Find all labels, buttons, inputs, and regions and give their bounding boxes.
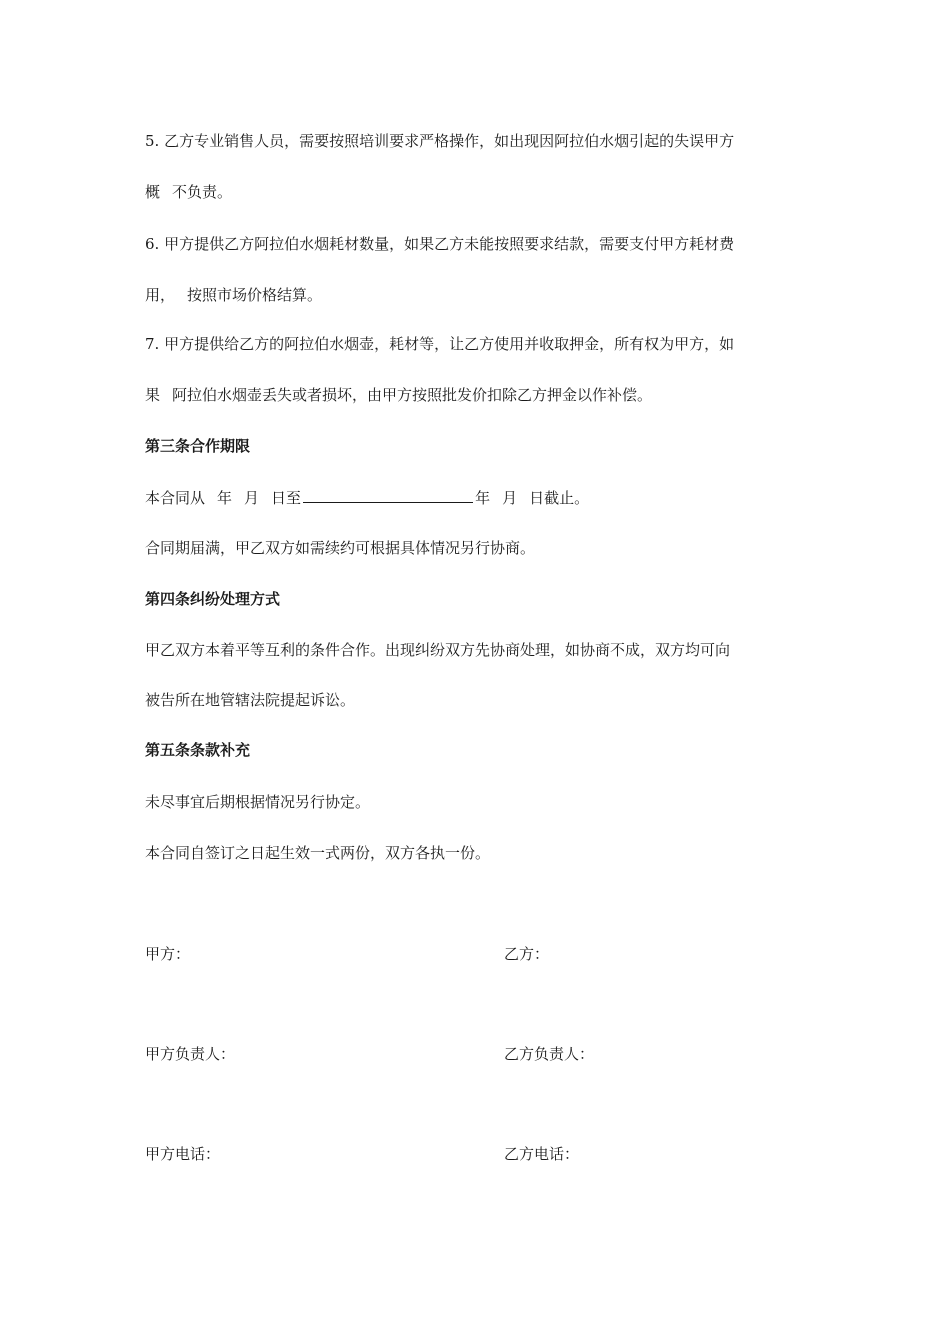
dispute-line-1: 甲乙双方本着平等互利的条件合作。出现纠纷双方先协商处理，如协商不成，双方均可向	[145, 641, 731, 659]
term-from: 本合同从	[145, 489, 206, 507]
clause-5-line-2-b: 不负责。	[172, 183, 233, 201]
clause-6-line-1: 6. 甲方提供乙方阿拉伯水烟耗材数量，如果乙方未能按照要求结款，需要支付甲方耗材费	[145, 235, 735, 253]
term-year-2: 年	[475, 489, 491, 507]
clause-7-line-2-b: 阿拉伯水烟壶丢失或者损坏，由甲方按照批发价扣除乙方押金以作补偿。	[172, 386, 653, 404]
term-month-1: 月	[244, 489, 260, 507]
clause-5-line-2-a: 概	[145, 183, 161, 201]
clause-6-line-2-b: 按照市场价格结算。	[187, 286, 323, 304]
article-5-heading: 第五条条款补充	[145, 741, 251, 759]
party-b-phone-label: 乙方电话：	[504, 1145, 580, 1163]
term-day-2: 日截止。	[529, 489, 590, 507]
renewal-line: 合同期届满，甲乙双方如需续约可根据具体情况另行协商。	[145, 539, 536, 557]
party-a-label: 甲方：	[145, 945, 191, 963]
party-b-rep-label: 乙方负责人：	[504, 1045, 595, 1063]
term-year-1: 年	[217, 489, 233, 507]
clause-7-line-1: 7. 甲方提供给乙方的阿拉伯水烟壶，耗材等，让乙方使用并收取押金，所有权为甲方，如	[145, 335, 735, 353]
party-b-label: 乙方：	[504, 945, 550, 963]
clause-6-line-2-a: 用，	[145, 286, 176, 304]
clause-5-line-2	[145, 182, 825, 202]
article-4-heading: 第四条纠纷处理方式	[145, 590, 281, 608]
clause-6-line-2	[145, 285, 825, 305]
party-a-phone-label: 甲方电话：	[145, 1145, 221, 1163]
clause-7-line-2	[145, 385, 825, 405]
contract-term-line	[145, 487, 825, 508]
supplement-line-2: 本合同自签订之日起生效一式两份，双方各执一份。	[145, 844, 491, 862]
supplement-line-1: 未尽事宜后期根据情况另行协定。	[145, 793, 371, 811]
dispute-line-2: 被告所在地管辖法院提起诉讼。	[145, 691, 356, 709]
term-day-1: 日至	[271, 489, 302, 507]
term-blank-line	[303, 487, 473, 503]
term-month-2: 月	[502, 489, 518, 507]
clause-7-line-2-a: 果	[145, 386, 161, 404]
clause-5-line-1: 5. 乙方专业销售人员，需要按照培训要求严格操作，如出现因阿拉伯水烟引起的失误甲方	[145, 132, 735, 150]
article-3-heading: 第三条合作期限	[145, 437, 251, 455]
party-a-rep-label: 甲方负责人：	[145, 1045, 236, 1063]
